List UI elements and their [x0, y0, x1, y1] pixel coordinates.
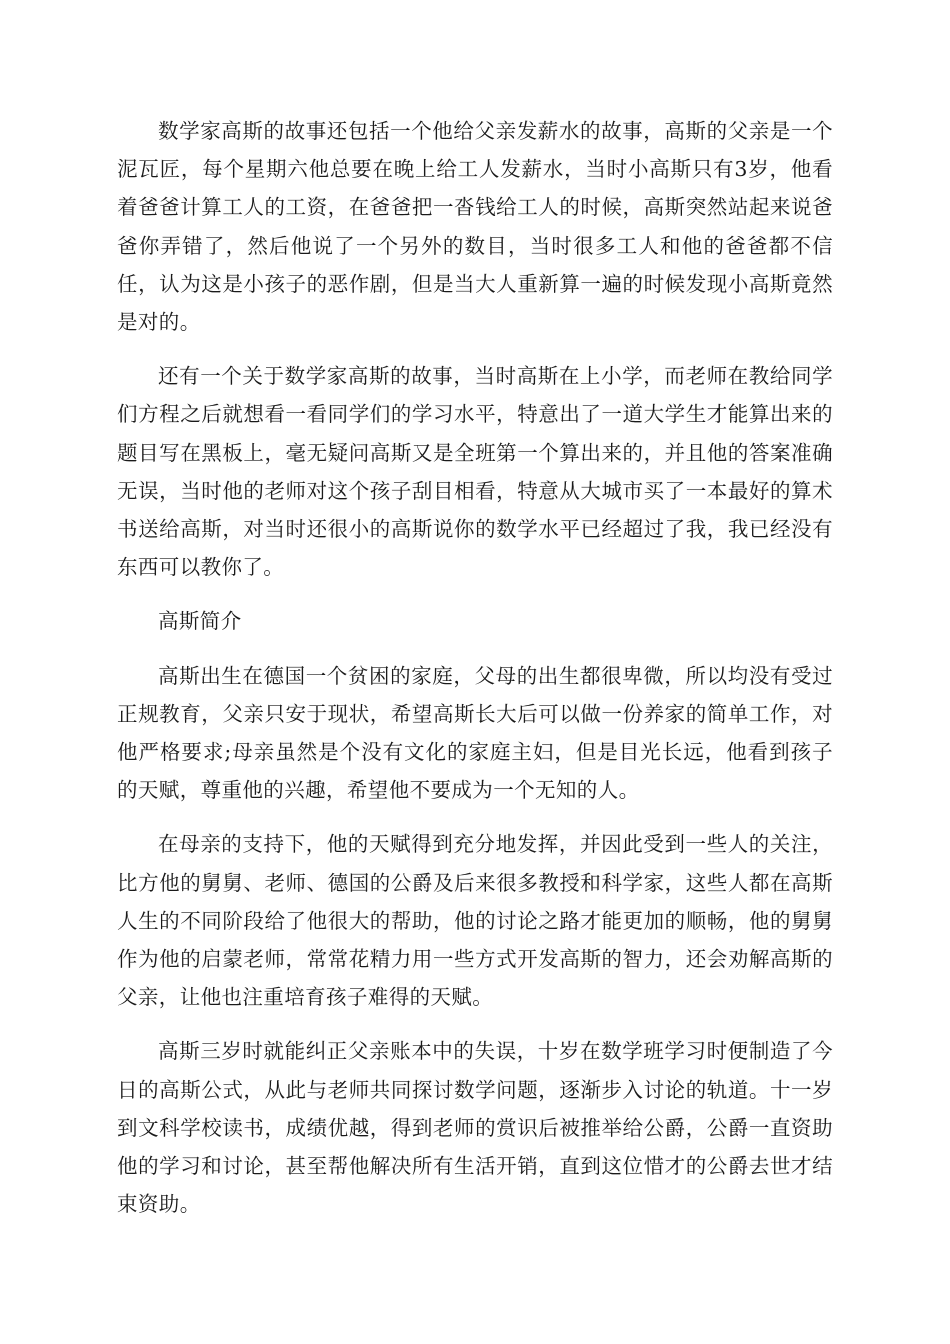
document-page [117, 112, 833, 1239]
paragraph-gauss-early-achievements: 高斯三岁时就能纠正父亲账本中的失误，十岁在数学班学习时便制造了今日的高斯公式，从此与老师共同探讨数学问题，逐渐步入讨论的轨道。十一岁到文科学校读书，成绩优越，得到老师的赏识后被推举给公爵，公爵一直资助他的学习和讨论，甚至帮他解决所有生活开销，直到这位惜才的公爵去世才结束资助。 [117, 1039, 833, 1217]
section-heading: 高斯简介 [158, 609, 242, 634]
paragraph-gauss-family: 高斯出生在德国一个贫困的家庭，父母的出生都很卑微，所以均没有受过正规教育，父亲只安于现状，希望高斯长大后可以做一份养家的简单工作，对他严格要求;母亲虽然是个没有文化的家庭主妇，但是目光长远，他看到孩子的天赋，尊重他的兴趣，希望他不要成为一个无知的人。 [117, 663, 833, 803]
paragraph-gauss-wages-story: 数学家高斯的故事还包括一个他给父亲发薪水的故事，高斯的父亲是一个泥瓦匠，每个星期六他总要在晚上给工人发薪水，当时小高斯只有3岁，他看着爸爸计算工人的工资，在爸爸把一沓钱给工人的时候，高斯突然站起来说爸爸你弄错了，然后他说了一个另外的数目，当时很多工人和他的爸爸都不信任，认为这是小孩子的恶作剧，但是当大人重新算一遍的时候发现小高斯竟然是对的。 [117, 119, 833, 335]
paragraph-gauss-school-story: 还有一个关于数学家高斯的故事，当时高斯在上小学，而老师在教给同学们方程之后就想看一看同学们的学习水平，特意出了一道大学生才能算出来的题目写在黑板上，毫无疑问高斯又是全班第一个算出来的，并且他的答案准确无误，当时他的老师对这个孩子刮目相看，特意从大城市买了一本最好的算术书送给高斯，对当时还很小的高斯说你的数学水平已经超过了我，我已经没有东西可以教你了。 [117, 364, 833, 580]
paragraph-gauss-support: 在母亲的支持下，他的天赋得到充分地发挥，并因此受到一些人的关注，比方他的舅舅、老师、德国的公爵及后来很多教授和科学家，这些人都在高斯人生的不同阶段给了他很大的帮助，他的讨论之路才能更加的顺畅，他的舅舅作为他的启蒙老师，常常花精力用一些方式开发高斯的智力，还会劝解高斯的父亲，让他也注重培育孩子难得的天赋。 [117, 832, 833, 1010]
